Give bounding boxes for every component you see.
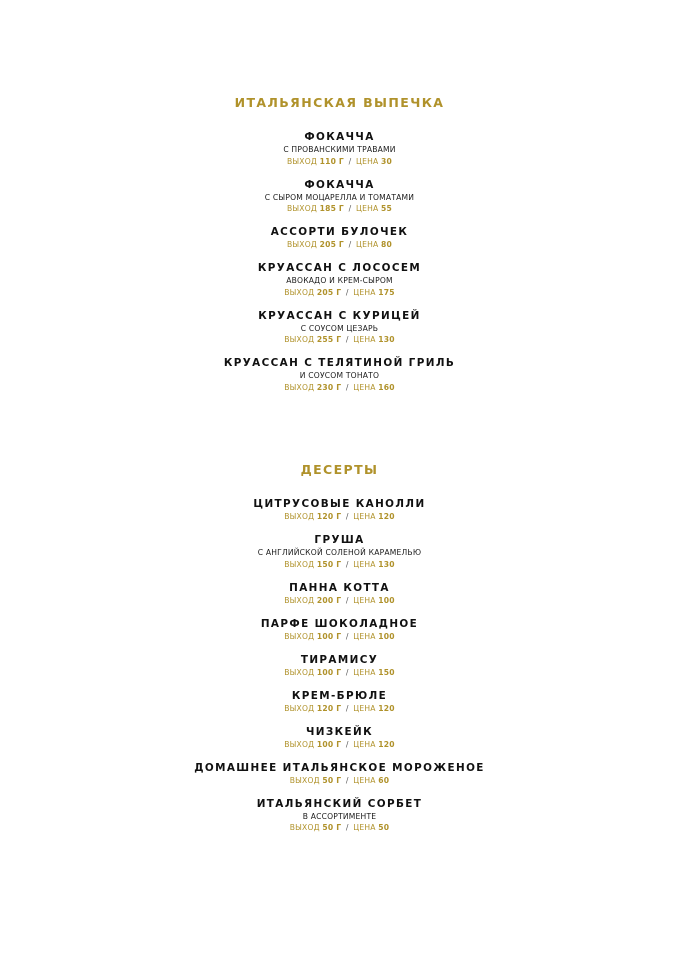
separator: /	[345, 667, 349, 677]
item-weight-price	[0, 334, 679, 346]
menu-item	[0, 131, 679, 167]
menu-item	[0, 262, 679, 298]
price-value: 100	[378, 595, 395, 605]
weight-label: ВЫХОД	[284, 559, 315, 569]
price-label: ЦЕНА	[353, 739, 376, 749]
item-name: ПАРФЕ ШОКОЛАДНОЕ	[260, 617, 419, 630]
price-label: ЦЕНА	[353, 335, 376, 344]
menu-items	[0, 131, 679, 393]
item-weight-price	[0, 667, 679, 679]
menu-item	[0, 498, 679, 523]
item-name: ПАННА КОТТА	[289, 581, 390, 594]
menu-item	[0, 798, 679, 834]
separator: /	[345, 595, 349, 605]
item-description: АВОКАДО И КРЕМ-СЫРОМ	[286, 276, 393, 285]
weight-label: ВЫХОД	[289, 823, 320, 832]
separator: /	[348, 156, 352, 166]
weight-label: ВЫХОД	[286, 204, 318, 213]
weight-value: 200 Г	[316, 595, 342, 605]
price-label: ЦЕНА	[353, 823, 376, 832]
weight-label: ВЫХОД	[284, 382, 315, 392]
separator: /	[348, 204, 352, 213]
item-name: ЧИЗКЕЙК	[305, 725, 374, 738]
price-value: 100	[378, 631, 395, 641]
item-weight-price	[0, 631, 679, 643]
item-description: С ПРОВАНСКИМИ ТРАВАМИ	[283, 145, 396, 154]
separator: /	[345, 631, 349, 641]
item-weight-price	[0, 382, 679, 394]
price-value: 150	[378, 667, 395, 677]
menu-item	[0, 618, 679, 643]
item-weight-price	[0, 511, 679, 523]
weight-value: 230 Г	[316, 382, 342, 392]
price-value: 50	[378, 823, 390, 832]
section-desserts	[0, 461, 679, 845]
item-description: С СЫРОМ МОЦАРЕЛЛА И ТОМАТАМИ	[264, 192, 415, 202]
item-name: КРУАССАН С КУРИЦЕЙ	[258, 309, 421, 322]
price-value: 120	[378, 703, 395, 713]
item-name: АССОРТИ БУЛОЧЕК	[270, 226, 409, 238]
item-name: КРУАССАН С ТЕЛЯТИНОЙ ГРИЛЬ	[223, 357, 456, 369]
price-value: 120	[378, 739, 395, 749]
price-value: 120	[378, 512, 395, 521]
item-description: В АССОРТИМЕНТЕ	[302, 811, 377, 821]
separator: /	[345, 739, 349, 749]
price-label: ЦЕНА	[356, 240, 379, 249]
menu-item	[0, 690, 679, 715]
separator: /	[345, 559, 349, 569]
price-label: ЦЕНА	[353, 559, 376, 569]
weight-label: ВЫХОД	[284, 703, 315, 713]
separator: /	[345, 382, 349, 392]
weight-value: 120 Г	[316, 512, 342, 521]
price-label: ЦЕНА	[353, 631, 376, 641]
weight-label: ВЫХОД	[286, 156, 318, 166]
item-weight-price	[0, 287, 679, 299]
weight-label: ВЫХОД	[289, 775, 320, 785]
separator: /	[348, 240, 352, 249]
weight-value: 150 Г	[316, 559, 342, 569]
weight-label: ВЫХОД	[284, 595, 315, 605]
item-weight-price	[0, 703, 679, 715]
item-weight-price	[0, 595, 679, 607]
weight-label: ВЫХОД	[284, 335, 315, 344]
price-label: ЦЕНА	[353, 703, 376, 713]
item-weight-price	[0, 559, 679, 571]
item-weight-price	[0, 775, 679, 787]
item-name: ТИРАМИСУ	[300, 653, 379, 666]
item-name: КРЕМ-БРЮЛЕ	[291, 689, 388, 702]
price-value: 55	[381, 204, 392, 213]
separator: /	[345, 775, 349, 785]
weight-value: 100 Г	[316, 631, 342, 641]
weight-value: 255 Г	[316, 335, 342, 344]
weight-label: ВЫХОД	[286, 240, 318, 249]
weight-value: 100 Г	[316, 739, 342, 749]
item-weight-price	[0, 822, 679, 834]
price-label: ЦЕНА	[353, 382, 376, 392]
weight-value: 120 Г	[316, 703, 342, 713]
weight-label: ВЫХОД	[284, 667, 315, 677]
item-description: И СОУСОМ ТОНАТО	[299, 371, 380, 380]
item-name: ЦИТРУСОВЫЕ КАНОЛЛИ	[253, 498, 426, 510]
price-label: ЦЕНА	[353, 667, 376, 677]
weight-label: ВЫХОД	[284, 287, 315, 297]
weight-value: 205 Г	[319, 240, 344, 249]
item-weight-price	[0, 203, 679, 215]
section-title: ИТАЛЬЯНСКАЯ ВЫПЕЧКА	[234, 95, 445, 110]
item-description: С АНГЛИЙСКОЙ СОЛЕНОЙ КАРАМЕЛЬЮ	[257, 548, 422, 557]
menu-item	[0, 762, 679, 787]
section-title: ДЕСЕРТЫ	[300, 462, 379, 477]
menu-item	[0, 179, 679, 215]
separator: /	[345, 823, 349, 832]
section-italian-pastry	[0, 94, 679, 405]
item-name: ФОКАЧЧА	[304, 131, 375, 143]
weight-label: ВЫХОД	[284, 512, 315, 521]
item-name: ИТАЛЬЯНСКИЙ СОРБЕТ	[256, 797, 423, 810]
price-value: 80	[381, 240, 392, 249]
price-value: 30	[381, 156, 392, 166]
price-label: ЦЕНА	[356, 156, 379, 166]
menu-item	[0, 534, 679, 570]
weight-label: ВЫХОД	[284, 739, 315, 749]
item-name: ГРУША	[314, 534, 365, 546]
item-name: КРУАССАН С ЛОСОСЕМ	[257, 262, 422, 274]
menu-item	[0, 357, 679, 393]
weight-value: 110 Г	[319, 156, 344, 166]
menu-item	[0, 226, 679, 251]
price-value: 130	[378, 559, 395, 569]
separator: /	[345, 335, 349, 344]
price-label: ЦЕНА	[356, 204, 379, 213]
price-label: ЦЕНА	[353, 512, 376, 521]
item-weight-price	[0, 156, 679, 168]
item-name: ДОМАШНЕЕ ИТАЛЬЯНСКОЕ МОРОЖЕНОЕ	[194, 761, 485, 774]
price-label: ЦЕНА	[353, 287, 376, 297]
weight-value: 185 Г	[319, 204, 344, 213]
weight-value: 100 Г	[316, 667, 342, 677]
menu-items	[0, 498, 679, 834]
price-label: ЦЕНА	[353, 775, 376, 785]
item-weight-price	[0, 739, 679, 751]
weight-label: ВЫХОД	[284, 631, 315, 641]
weight-value: 205 Г	[316, 287, 342, 297]
menu-item	[0, 654, 679, 679]
price-label: ЦЕНА	[353, 595, 376, 605]
menu-item	[0, 310, 679, 346]
separator: /	[345, 703, 349, 713]
weight-value: 50 Г	[322, 775, 342, 785]
price-value: 60	[378, 775, 390, 785]
weight-value: 50 Г	[322, 823, 342, 832]
menu-item	[0, 582, 679, 607]
separator: /	[345, 287, 349, 297]
item-name: ФОКАЧЧА	[304, 178, 375, 191]
price-value: 175	[378, 287, 395, 297]
separator: /	[345, 512, 349, 521]
item-description: С СОУСОМ ЦЕЗАРЬ	[300, 323, 379, 333]
menu-item	[0, 726, 679, 751]
price-value: 160	[378, 382, 395, 392]
price-value: 130	[378, 335, 395, 344]
item-weight-price	[0, 239, 679, 251]
